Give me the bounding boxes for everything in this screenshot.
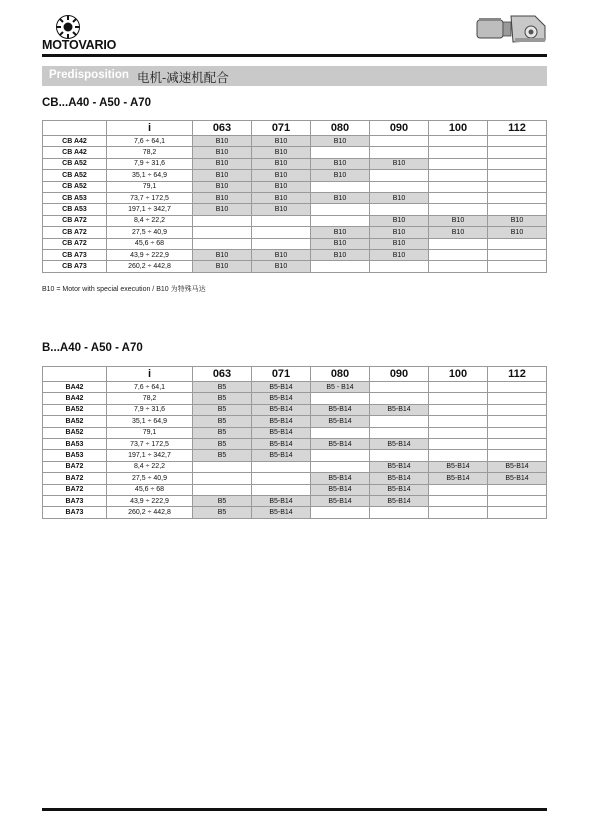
flange-cell: B10 [311, 238, 370, 249]
ratio-cell: 7,6 ÷ 64,1 [107, 136, 193, 147]
flange-cell: B5-B14 [252, 382, 311, 393]
flange-cell: B10 [193, 158, 252, 169]
flange-cell [252, 215, 311, 226]
model-cell: CB A72 [43, 215, 107, 226]
table-row [43, 404, 547, 415]
flange-cell: B10 [193, 136, 252, 147]
flange-cell: B5-B14 [370, 495, 429, 506]
flange-cell [370, 204, 429, 215]
flange-cell [370, 393, 429, 404]
table-header-row [43, 367, 547, 382]
ratio-cell: 8,4 ÷ 22,2 [107, 215, 193, 226]
flange-cell [488, 136, 547, 147]
ratio-cell: 7,9 ÷ 31,6 [107, 404, 193, 415]
model-cell: BA72 [43, 473, 107, 484]
ratio-cell: 78,2 [107, 147, 193, 158]
flange-cell [370, 507, 429, 518]
flange-cell [488, 495, 547, 506]
model-cell: BA72 [43, 461, 107, 472]
header-size-3: 071 [252, 121, 311, 136]
flange-cell: B5-B14 [252, 438, 311, 449]
flange-cell: B10 [370, 249, 429, 260]
flange-cell: B10 [311, 136, 370, 147]
flange-cell [488, 170, 547, 181]
flange-cell [488, 158, 547, 169]
table-row [43, 238, 547, 249]
flange-cell: B10 [370, 158, 429, 169]
flange-cell: B5-B14 [429, 461, 488, 472]
header-size-6: 100 [429, 121, 488, 136]
ratio-cell: 73,7 ÷ 172,5 [107, 438, 193, 449]
ratio-cell: 7,9 ÷ 31,6 [107, 158, 193, 169]
table-header-row [43, 121, 547, 136]
flange-cell [429, 507, 488, 518]
flange-cell [370, 147, 429, 158]
ratio-cell: 45,6 ÷ 68 [107, 484, 193, 495]
flange-cell [311, 215, 370, 226]
flange-cell [311, 181, 370, 192]
flange-cell [370, 181, 429, 192]
flange-cell [193, 473, 252, 484]
flange-cell: B5-B14 [311, 404, 370, 415]
ratio-cell: 8,4 ÷ 22,2 [107, 461, 193, 472]
brand-name: MOTOVARIO [42, 38, 117, 52]
flange-cell [429, 450, 488, 461]
flange-cell: B10 [429, 215, 488, 226]
flange-cell [429, 261, 488, 272]
flange-cell: B5-B14 [252, 416, 311, 427]
model-cell: BA73 [43, 507, 107, 518]
ratio-cell: 197,1 ÷ 342,7 [107, 204, 193, 215]
flange-cell: B10 [370, 227, 429, 238]
ratio-cell: 73,7 ÷ 172,5 [107, 192, 193, 203]
table-row [43, 204, 547, 215]
flange-cell: B10 [311, 249, 370, 260]
flange-cell [429, 416, 488, 427]
header-size-5: 090 [370, 367, 429, 382]
flange-cell: B10 [193, 170, 252, 181]
footnote-text: B10 = Motor with special execution / B10 [42, 286, 171, 293]
flange-cell [429, 438, 488, 449]
table-row [43, 450, 547, 461]
header-size-3: 071 [252, 367, 311, 382]
flange-cell [488, 507, 547, 518]
gear-motor-illustration [473, 8, 553, 48]
flange-cell [429, 136, 488, 147]
flange-cell [193, 215, 252, 226]
flange-cell [252, 473, 311, 484]
flange-cell [311, 147, 370, 158]
flange-cell: B5-B14 [252, 393, 311, 404]
flange-cell: B10 [311, 192, 370, 203]
flange-cell: B10 [488, 215, 547, 226]
flange-cell [252, 461, 311, 472]
flange-cell [193, 461, 252, 472]
ratio-cell: 79,1 [107, 181, 193, 192]
flange-cell [488, 204, 547, 215]
footer-rule [42, 808, 547, 811]
flange-cell: B5-B14 [370, 484, 429, 495]
ratio-cell: 45,6 ÷ 68 [107, 238, 193, 249]
flange-cell: B5-B14 [311, 438, 370, 449]
model-cell: CB A73 [43, 249, 107, 260]
flange-cell: B5-B14 [252, 450, 311, 461]
b-compatibility-table [42, 366, 547, 519]
table-row [43, 170, 547, 181]
table-row [43, 484, 547, 495]
footnote-text-chinese: 为特殊马达 [170, 285, 206, 293]
flange-cell [429, 181, 488, 192]
ratio-cell: 43,9 ÷ 222,9 [107, 495, 193, 506]
table-row [43, 382, 547, 393]
table-row [43, 147, 547, 158]
flange-cell: B5-B14 [370, 473, 429, 484]
flange-cell: B5-B14 [429, 473, 488, 484]
motovario-logo-icon [55, 14, 81, 40]
flange-cell [193, 227, 252, 238]
flange-cell [370, 170, 429, 181]
model-cell: BA52 [43, 416, 107, 427]
header-ratio: i [107, 367, 193, 382]
flange-cell [429, 147, 488, 158]
header-rule [42, 54, 547, 57]
ratio-cell: 35,1 ÷ 64,9 [107, 170, 193, 181]
flange-cell [370, 382, 429, 393]
flange-cell [429, 427, 488, 438]
header-model [43, 367, 107, 382]
table-row [43, 192, 547, 203]
flange-cell: B10 [252, 158, 311, 169]
flange-cell [311, 204, 370, 215]
flange-cell: B5-B14 [252, 507, 311, 518]
flange-cell [429, 249, 488, 260]
flange-cell: B10 [193, 249, 252, 260]
flange-cell [193, 238, 252, 249]
flange-cell [488, 393, 547, 404]
flange-cell [488, 427, 547, 438]
flange-cell: B5-B14 [311, 495, 370, 506]
flange-cell [488, 249, 547, 260]
flange-cell: B5-B14 [252, 495, 311, 506]
flange-cell: B10 [193, 147, 252, 158]
table-row [43, 495, 547, 506]
flange-cell [429, 404, 488, 415]
flange-cell [193, 484, 252, 495]
flange-cell [370, 427, 429, 438]
header-ratio: i [107, 121, 193, 136]
header-model [43, 121, 107, 136]
ratio-cell: 27,5 ÷ 40,9 [107, 227, 193, 238]
header-size-4: 080 [311, 367, 370, 382]
flange-cell [311, 427, 370, 438]
flange-cell [370, 261, 429, 272]
flange-cell: B10 [311, 170, 370, 181]
flange-cell: B5 [193, 438, 252, 449]
flange-cell [252, 484, 311, 495]
flange-cell [429, 382, 488, 393]
table-row [43, 438, 547, 449]
table-row [43, 393, 547, 404]
cb-compatibility-table [42, 120, 547, 273]
model-cell: CB A52 [43, 170, 107, 181]
flange-cell: B10 [193, 192, 252, 203]
flange-cell: B5 [193, 495, 252, 506]
flange-cell [488, 238, 547, 249]
model-cell: CB A72 [43, 238, 107, 249]
flange-cell: B5 - B14 [311, 382, 370, 393]
flange-cell [488, 484, 547, 495]
banner-title: Predisposition [49, 69, 129, 81]
section-title-b: B...A40 - A50 - A70 [42, 342, 143, 354]
flange-cell: B5-B14 [252, 404, 311, 415]
header-size-7: 112 [488, 367, 547, 382]
flange-cell: B10 [193, 181, 252, 192]
flange-cell: B10 [193, 204, 252, 215]
flange-cell: B5-B14 [488, 461, 547, 472]
model-cell: CB A42 [43, 136, 107, 147]
flange-cell: B10 [252, 249, 311, 260]
flange-cell [488, 147, 547, 158]
table-row [43, 416, 547, 427]
model-cell: CB A42 [43, 147, 107, 158]
flange-cell: B5 [193, 393, 252, 404]
ratio-cell: 78,2 [107, 393, 193, 404]
predisposition-banner [42, 66, 547, 86]
table-row [43, 249, 547, 260]
table-row [43, 136, 547, 147]
table-row [43, 427, 547, 438]
flange-cell: B10 [311, 227, 370, 238]
model-cell: BA52 [43, 404, 107, 415]
header-size-6: 100 [429, 367, 488, 382]
table-row [43, 507, 547, 518]
flange-cell [311, 393, 370, 404]
ratio-cell: 7,6 ÷ 64,1 [107, 382, 193, 393]
flange-cell [429, 170, 488, 181]
model-cell: BA53 [43, 450, 107, 461]
flange-cell [488, 416, 547, 427]
flange-cell: B5-B14 [370, 404, 429, 415]
ratio-cell: 43,9 ÷ 222,9 [107, 249, 193, 260]
flange-cell: B10 [252, 147, 311, 158]
flange-cell [252, 227, 311, 238]
ratio-cell: 27,5 ÷ 40,9 [107, 473, 193, 484]
flange-cell [311, 461, 370, 472]
table-row [43, 261, 547, 272]
flange-cell: B10 [193, 261, 252, 272]
flange-cell: B5-B14 [488, 473, 547, 484]
model-cell: BA72 [43, 484, 107, 495]
flange-cell [429, 238, 488, 249]
model-cell: BA73 [43, 495, 107, 506]
header-size-2: 063 [193, 121, 252, 136]
flange-cell: B10 [252, 181, 311, 192]
flange-cell: B10 [252, 261, 311, 272]
section-title-cb: CB...A40 - A50 - A70 [42, 97, 152, 109]
model-cell: CB A72 [43, 227, 107, 238]
flange-cell [429, 484, 488, 495]
model-cell: CB A52 [43, 181, 107, 192]
model-cell: BA52 [43, 427, 107, 438]
banner-title-chinese: 电机-减速机配合 [137, 70, 229, 85]
flange-cell [488, 192, 547, 203]
flange-cell: B10 [252, 204, 311, 215]
flange-cell [370, 416, 429, 427]
model-cell: CB A52 [43, 158, 107, 169]
flange-cell: B10 [488, 227, 547, 238]
flange-cell: B5-B14 [370, 438, 429, 449]
model-cell: BA53 [43, 438, 107, 449]
flange-cell [429, 495, 488, 506]
flange-cell: B5-B14 [252, 427, 311, 438]
flange-cell: B10 [311, 158, 370, 169]
flange-cell: B5-B14 [311, 473, 370, 484]
model-cell: CB A53 [43, 204, 107, 215]
flange-cell [311, 450, 370, 461]
flange-cell [429, 393, 488, 404]
model-cell: CB A73 [43, 261, 107, 272]
ratio-cell: 260,2 ÷ 442,8 [107, 261, 193, 272]
ratio-cell: 35,1 ÷ 64,9 [107, 416, 193, 427]
flange-cell: B10 [252, 136, 311, 147]
table-row [43, 215, 547, 226]
header-size-5: 090 [370, 121, 429, 136]
footnote [42, 284, 206, 294]
flange-cell [429, 158, 488, 169]
flange-cell [370, 136, 429, 147]
flange-cell [370, 450, 429, 461]
flange-cell [429, 192, 488, 203]
table-row [43, 158, 547, 169]
flange-cell: B5-B14 [370, 461, 429, 472]
flange-cell [488, 181, 547, 192]
table-row [43, 181, 547, 192]
flange-cell: B10 [370, 238, 429, 249]
flange-cell [488, 261, 547, 272]
flange-cell: B10 [429, 227, 488, 238]
table-row [43, 461, 547, 472]
flange-cell [311, 507, 370, 518]
flange-cell [488, 438, 547, 449]
ratio-cell: 260,2 ÷ 442,8 [107, 507, 193, 518]
flange-cell [252, 238, 311, 249]
flange-cell [429, 204, 488, 215]
flange-cell: B5 [193, 507, 252, 518]
model-cell: CB A53 [43, 192, 107, 203]
flange-cell: B5-B14 [311, 484, 370, 495]
flange-cell [488, 382, 547, 393]
flange-cell: B10 [370, 215, 429, 226]
ratio-cell: 79,1 [107, 427, 193, 438]
flange-cell: B10 [252, 170, 311, 181]
table-row [43, 473, 547, 484]
flange-cell: B10 [252, 192, 311, 203]
model-cell: BA42 [43, 382, 107, 393]
flange-cell: B10 [370, 192, 429, 203]
flange-cell [311, 261, 370, 272]
flange-cell: B5-B14 [311, 416, 370, 427]
table-row [43, 227, 547, 238]
ratio-cell: 197,1 ÷ 342,7 [107, 450, 193, 461]
header-size-2: 063 [193, 367, 252, 382]
flange-cell: B5 [193, 416, 252, 427]
flange-cell: B5 [193, 404, 252, 415]
header-size-4: 080 [311, 121, 370, 136]
flange-cell: B5 [193, 427, 252, 438]
flange-cell [488, 450, 547, 461]
header-size-7: 112 [488, 121, 547, 136]
flange-cell [488, 404, 547, 415]
model-cell: BA42 [43, 393, 107, 404]
flange-cell: B5 [193, 382, 252, 393]
flange-cell: B5 [193, 450, 252, 461]
